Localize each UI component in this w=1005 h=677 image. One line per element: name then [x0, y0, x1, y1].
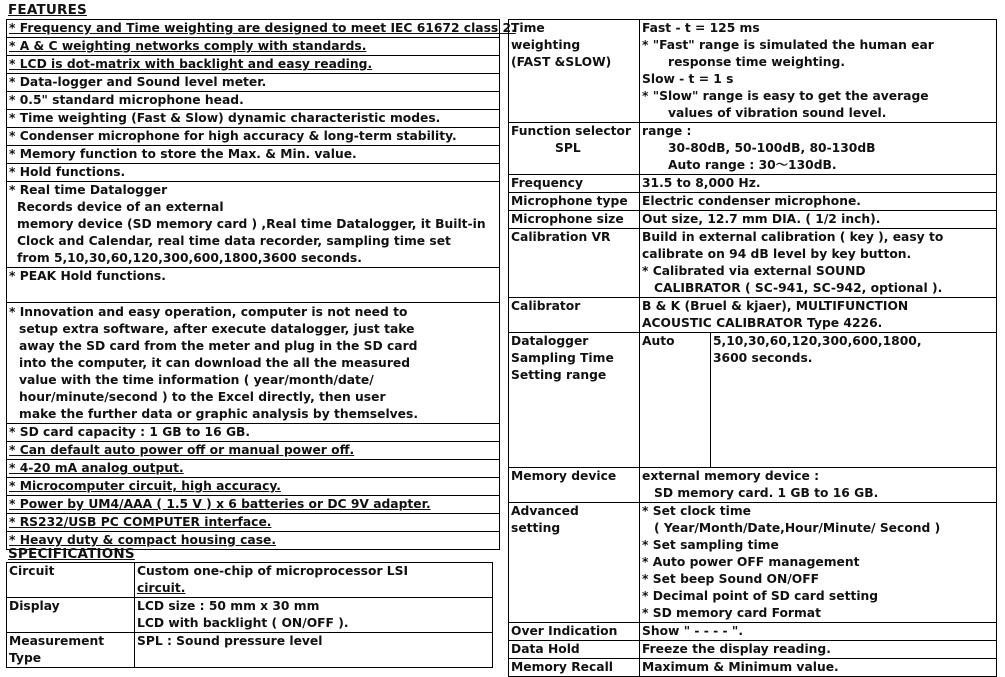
specs-right-table — [508, 19, 997, 677]
feature-item: * Frequency and Time weighting are designed to meet IEC 61672 class 2. — [7, 20, 499, 38]
feature-item: * Can default auto power off or manual power off. — [7, 442, 499, 460]
spec-label: Over Indication — [509, 623, 640, 641]
spec-row-memory-recall — [509, 659, 997, 677]
spec-row-over-indication — [509, 623, 997, 641]
feature-item: * RS232/USB PC COMPUTER interface. — [7, 514, 499, 532]
spec-row-calibration-vr — [509, 229, 997, 298]
spec-row-datalogger — [509, 333, 997, 468]
spec-label: Measurement Type — [7, 633, 135, 668]
feature-item: * 0.5" standard microphone head. — [7, 92, 499, 110]
spec-row-frequency — [509, 175, 997, 193]
feature-item: * Microcomputer circuit, high accuracy. — [7, 478, 499, 496]
spec-value: 5,10,30,60,120,300,600,1800, 3600 seconds. — [711, 333, 997, 468]
spec-value: Freeze the display reading. — [640, 641, 997, 659]
spec-label: Display — [7, 598, 135, 633]
spec-row-function-selector — [509, 123, 997, 175]
feature-item-innovation: * Innovation and easy operation, computer is not need to setup extra software, after execute datalogger, just take away the SD card from the meter and plug in the SD card into the computer, it can download the all the measured value with the time information ( year/month/date/ hour/minute/second ) to the Excel directly, then user make the further data or graphic analysis by themselves. — [7, 303, 499, 424]
spec-row-display — [7, 598, 493, 633]
spec-label: Data Hold — [509, 641, 640, 659]
feature-item-peak-hold: * PEAK Hold functions. — [7, 268, 499, 303]
spec-mode: Auto — [640, 333, 711, 468]
spec-row-time-weighting — [509, 20, 997, 123]
spec-value: Out size, 12.7 mm DIA. ( 1/2 inch). — [640, 211, 997, 229]
spec-value: external memory device : SD memory card. 1 GB to 16 GB. — [640, 468, 997, 503]
spec-label: Calibrator — [509, 298, 640, 333]
feature-item: * Data-logger and Sound level meter. — [7, 74, 499, 92]
spec-label: Circuit — [7, 563, 135, 598]
spec-row-calibrator — [509, 298, 997, 333]
specifications-table — [6, 562, 493, 668]
spec-label: Function selector SPL — [509, 123, 640, 175]
feature-item: * Condenser microphone for high accuracy & long-term stability. — [7, 128, 499, 146]
feature-item-datalogger: * Real time Datalogger Records device of an external memory device (SD memory card ) ,Real time Datalogger, it Built-in Clock and Calendar, real time data recorder, sampling time set from 5,10,30,60,120,300,600,1800,3600 seconds. — [7, 182, 499, 268]
spec-label: Microphone type — [509, 193, 640, 211]
spec-value: range : 30-80dB, 50-100dB, 80-130dB Auto range : 30～130dB. — [640, 123, 997, 175]
spec-value: B & K (Bruel & kjaer), MULTIFUNCTION ACOUSTIC CALIBRATOR Type 4226. — [640, 298, 997, 333]
spec-value: Fast - t = 125 ms * "Fast" range is simulated the human ear response time weighting. Slow - t = 1 s * "Slow" range is easy to get the average values of vibration sound level. — [640, 20, 997, 123]
feature-item: * Heavy duty & compact housing case. — [7, 532, 499, 550]
feature-item: * 4-20 mA analog output. — [7, 460, 499, 478]
spec-row-microphone-type — [509, 193, 997, 211]
spec-row-microphone-size — [509, 211, 997, 229]
spec-label: Memory Recall — [509, 659, 640, 677]
feature-item: * SD card capacity : 1 GB to 16 GB. — [7, 424, 499, 442]
spec-label: Calibration VR — [509, 229, 640, 298]
spec-value: LCD size : 50 mm x 30 mm LCD with backlight ( ON/OFF ). — [135, 598, 493, 633]
feature-item: * A & C weighting networks comply with standards. — [7, 38, 499, 56]
spec-value: Electric condenser microphone. — [640, 193, 997, 211]
spec-row-memory-device — [509, 468, 997, 503]
spec-label: Time weighting (FAST &SLOW) — [509, 20, 640, 123]
feature-item: * LCD is dot-matrix with backlight and easy reading. — [7, 56, 499, 74]
features-list — [6, 19, 516, 550]
spec-row-measurement-type — [7, 633, 493, 668]
features-heading: FEATURES — [8, 2, 87, 18]
spec-label: Frequency — [509, 175, 640, 193]
spec-value: SPL : Sound pressure level — [135, 633, 493, 668]
spec-label: Memory device — [509, 468, 640, 503]
feature-item: * Hold functions. — [7, 164, 499, 182]
spec-label: Datalogger Sampling Time Setting range — [509, 333, 640, 468]
spec-value: Custom one-chip of microprocessor LSI circuit. — [135, 563, 493, 598]
spec-value: Show " - - - - ". — [640, 623, 997, 641]
spec-label: Microphone size — [509, 211, 640, 229]
specifications-heading: SPECIFICATIONS — [8, 546, 135, 562]
spec-label: Advanced setting — [509, 503, 640, 623]
spec-row-advanced-setting — [509, 503, 997, 623]
spec-value: 31.5 to 8,000 Hz. — [640, 175, 997, 193]
spec-value: Build in external calibration ( key ), easy to calibrate on 94 dB level by key button. * Calibrated via external SOUND CALIBRATOR ( SC-941, SC-942, optional ). — [640, 229, 997, 298]
spec-value: * Set clock time ( Year/Month/Date,Hour/Minute/ Second ) * Set sampling time * Auto power OFF management * Set beep Sound ON/OFF * Decimal point of SD card setting * SD memory card Format — [640, 503, 997, 623]
feature-item: * Power by UM4/AAA ( 1.5 V ) x 6 batteries or DC 9V adapter. — [7, 496, 499, 514]
spec-row-data-hold — [509, 641, 997, 659]
spec-value: Maximum & Minimum value. — [640, 659, 997, 677]
spec-row-circuit — [7, 563, 493, 598]
feature-item: * Time weighting (Fast & Slow) dynamic characteristic modes. — [7, 110, 499, 128]
feature-item: * Memory function to store the Max. & Min. value. — [7, 146, 499, 164]
